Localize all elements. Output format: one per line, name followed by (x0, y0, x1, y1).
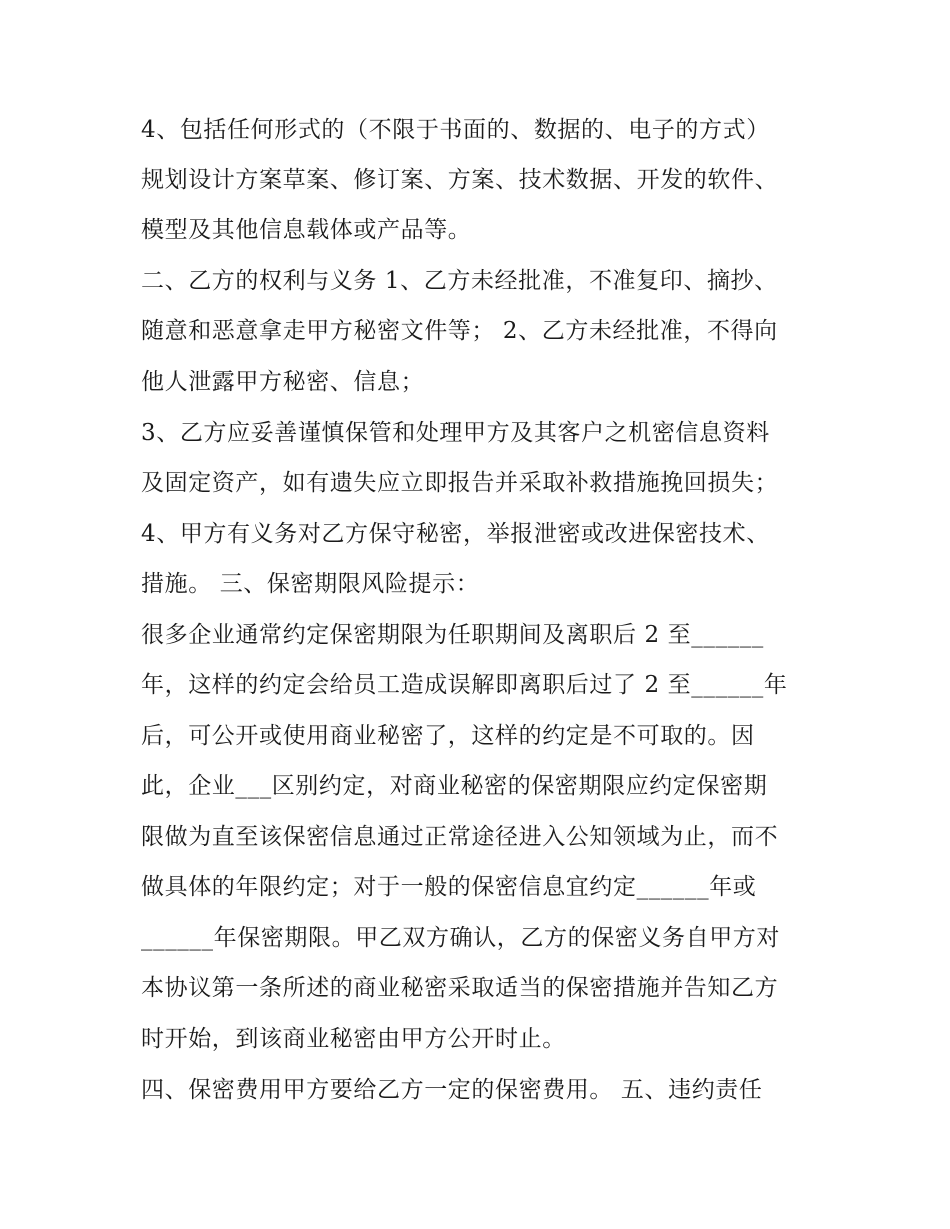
text-line: 年，这样的约定会给员工造成误解即离职后过了 2 至______年 (141, 672, 788, 698)
text-line: 很多企业通常约定保密期限为任职期间及离职后 2 至______ (141, 622, 764, 648)
text-line: 四、保密费用甲方要给乙方一定的保密费用。 五、违约责任 (141, 1077, 763, 1103)
text-line: 随意和恶意拿走甲方秘密文件等； 2、乙方未经批准，不得向 (141, 318, 778, 344)
text-line: 及固定资产，如有遗失应立即报告并采取补救措施挽回损失； (141, 470, 779, 496)
text-line: 4、包括任何形式的（不限于书面的、数据的、电子的方式） (141, 117, 770, 143)
text-line: 规划设计方案草案、修订案、方案、技术数据、开发的软件、 (141, 167, 779, 193)
text-line: 后，可公开或使用商业秘密了，这样的约定是不可取的。因 (141, 723, 755, 749)
text-line: 做具体的年限约定；对于一般的保密信息宜约定______年或 (141, 874, 757, 900)
text-line: 措施。 三、保密期限风险提示： (141, 571, 480, 597)
text-line: 他人泄露甲方秘密、信息； (141, 369, 425, 395)
text-line: 时开始，到该商业秘密由甲方公开时止。 (141, 1026, 566, 1052)
text-line: 3、乙方应妥善谨慎保管和处理甲方及其客户之机密信息资料 (141, 420, 770, 446)
text-line: 此，企业___区别约定，对商业秘密的保密期限应约定保密期 (141, 773, 768, 799)
text-line: 本协议第一条所述的商业秘密采取适当的保密措施并告知乙方 (141, 975, 779, 1001)
text-line: 4、甲方有义务对乙方保守秘密，举报泄密或改进保密技术、 (141, 521, 770, 547)
text-line: ______年保密期限。甲乙双方确认，乙方的保密义务自甲方对 (141, 925, 780, 951)
text-line: 模型及其他信息载体或产品等。 (141, 217, 472, 243)
text-line: 限做为直至该保密信息通过正常途径进入公知领域为止，而不 (141, 824, 779, 850)
text-line: 二、乙方的权利与义务 1、乙方未经批准，不准复印、摘抄、 (141, 268, 778, 294)
